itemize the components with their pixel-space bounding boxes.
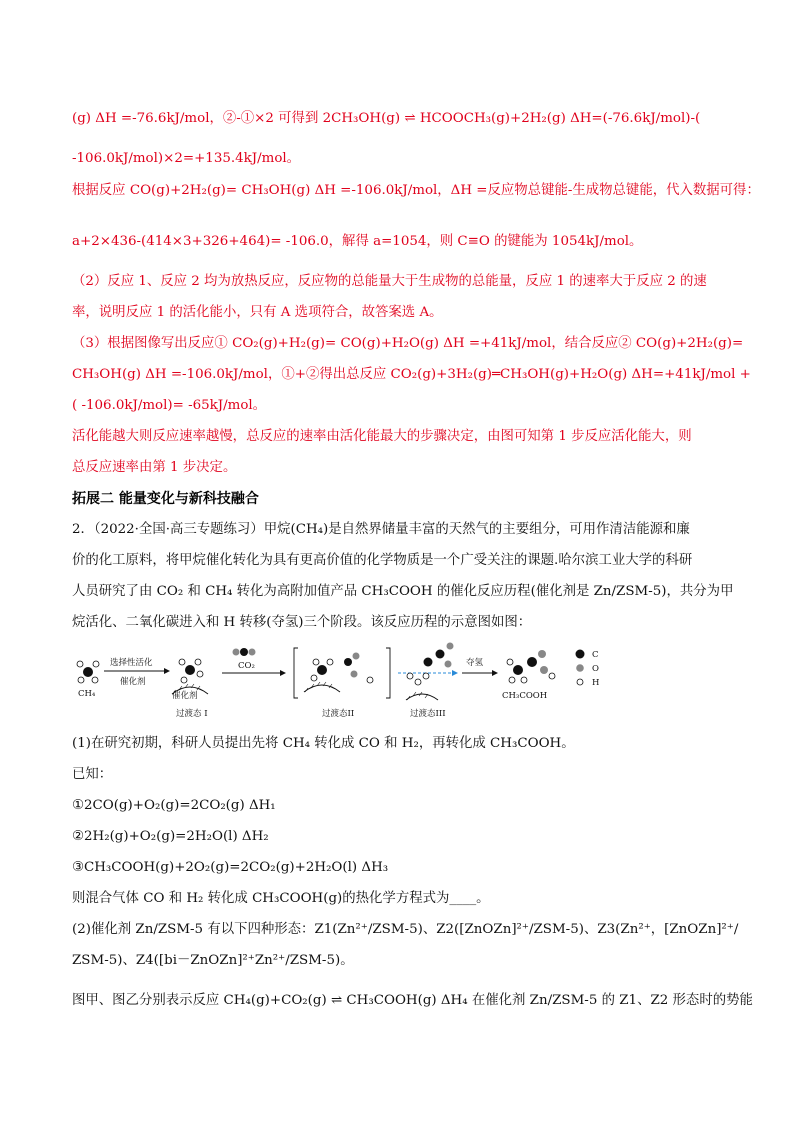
text-line-3: 根据反应 CO(g)+2H₂(g)= CH₃OH(g) ΔH =-106.0kJ/mol，ΔH =反应物总键能-生成物总键能，代入数据可得： bbox=[72, 183, 760, 198]
text-line-15: 人员研究了由 CO₂ 和 CH₄ 转化为高附加值产品 CH₃COOH 的催化反应历程(催化剂是 Zn/ZSM-5)，共分为甲 bbox=[72, 584, 734, 599]
text-line-17: (1)在研究初期，科研人员提出先将 CH₄ 转化成 CO 和 H₂，再转化成 CH₃COOH。 bbox=[72, 736, 575, 751]
arrow-3-head bbox=[492, 670, 498, 676]
ts1-label: 过渡态 I bbox=[176, 709, 208, 719]
bracket-left bbox=[294, 648, 298, 698]
catalyst-label-2: 催化剂 bbox=[172, 691, 198, 701]
text-line-18: 已知： bbox=[72, 767, 113, 782]
text-line-8: CH₃OH(g) ΔH =-106.0kJ/mol，①+②得出总反应 CO₂(g)+3H₂(g)═CH₃OH(g)+H₂O(g) ΔH=+41kJ/mol + bbox=[72, 367, 751, 382]
text-line-9: ( -106.0kJ/mol)= -65kJ/mol。 bbox=[72, 398, 267, 413]
dehydro-label: 夺氢 bbox=[466, 658, 484, 668]
legend-c-marker bbox=[576, 650, 585, 659]
transition-state-1-molecule bbox=[172, 659, 208, 694]
text-line-2: -106.0kJ/mol)×2=+135.4kJ/mol。 bbox=[72, 151, 301, 166]
legend-c: C bbox=[592, 650, 599, 660]
text-line-5: （2）反应 1、反应 2 均为放热反应，反应物的总能量大于生成物的总能量，反应 1 的速率大于反应 2 的速 bbox=[72, 274, 707, 289]
text-line-19: ①2CO(g)+O₂(g)=2CO₂(g) ΔH₁ bbox=[72, 798, 276, 813]
text-line-6: 率，说明反应 1 的活化能小，只有 A 选项符合，故答案选 A。 bbox=[72, 305, 443, 320]
arrow-1-head bbox=[164, 668, 170, 674]
text-line-22: 则混合气体 CO 和 H₂ 转化成 CH₃COOH(g)的热化学方程式为____。 bbox=[72, 891, 490, 906]
text-line-11: 总反应速率由第 1 步决定。 bbox=[72, 460, 237, 475]
catalyst-label-1: 催化剂 bbox=[120, 677, 146, 687]
transition-state-2-molecule bbox=[304, 653, 373, 693]
ts2-label: 过渡态II bbox=[322, 709, 355, 719]
transition-state-3-molecule bbox=[406, 643, 454, 701]
legend-o-marker bbox=[576, 664, 584, 672]
text-line-16: 烷活化、二氧化碳进入和 H 转移(夺氢)三个阶段。该反应历程的示意图如图： bbox=[72, 615, 532, 630]
text-line-14: 价的化工原料，将甲烷催化转化为具有更高价值的化学物质是一个广受关注的课题.哈尔滨工业大学的科研 bbox=[72, 553, 693, 568]
reaction-pathway-diagram bbox=[72, 640, 632, 722]
product-label: CH₃COOH bbox=[502, 691, 548, 701]
section-heading: 拓展二 能量变化与新科技融合 bbox=[72, 491, 259, 507]
text-line-10: 活化能越大则反应速率越慢，总反应的速率由活化能最大的步骤决定，由图可知第 1 步反应活化能大，则 bbox=[72, 429, 692, 444]
ts3-label: 过渡态III bbox=[410, 709, 446, 719]
ch4-label: CH₄ bbox=[78, 689, 96, 699]
co2-molecule bbox=[233, 648, 256, 656]
text-line-13: 2．（2022·全国·高三专题练习）甲烷(CH₄)是自然界储量丰富的天然气的主要组分，可用作清洁能源和廉 bbox=[72, 522, 690, 537]
ch4-molecule bbox=[77, 661, 99, 683]
arrow-2-head bbox=[280, 670, 286, 676]
step1-label: 选择性活化 bbox=[110, 658, 153, 668]
text-line-21: ③CH₃COOH(g)+2O₂(g)=2CO₂(g)+2H₂O(l) ΔH₃ bbox=[72, 860, 389, 875]
text-line-7: （3）根据图像写出反应① CO₂(g)+H₂(g)= CO(g)+H₂O(g) ΔH =+41kJ/mol，结合反应② CO(g)+2H₂(g)= bbox=[72, 336, 744, 351]
dashed-arrow-head bbox=[452, 670, 458, 676]
bracket-right bbox=[386, 648, 390, 698]
ch3cooh-molecule bbox=[507, 650, 555, 683]
legend-h: H bbox=[592, 678, 600, 688]
text-line-20: ②2H₂(g)+O₂(g)=2H₂O(l) ΔH₂ bbox=[72, 829, 269, 844]
text-line-4: a+2×436-(414×3+326+464)= -106.0，解得 a=1054，则 C≡O 的键能为 1054kJ/mol。 bbox=[72, 234, 643, 249]
text-line-24: ZSM-5)、Z4([bi－ZnOZn]²⁺Zn²⁺/ZSM-5)。 bbox=[72, 953, 354, 968]
legend-h-marker bbox=[577, 679, 583, 685]
text-line-25: 图甲、图乙分别表示反应 CH₄(g)+CO₂(g) ⇌ CH₃COOH(g) ΔH₄ 在催化剂 Zn/ZSM-5 的 Z1、Z2 形态时的势能 bbox=[72, 993, 753, 1008]
legend-o: O bbox=[592, 664, 599, 674]
text-line-1: (g) ΔH =-76.6kJ/mol，②-①×2 可得到 2CH₃OH(g) ⇌ HCOOCH₃(g)+2H₂(g) ΔH=(-76.6kJ/mol)-( bbox=[72, 111, 701, 126]
legend bbox=[576, 650, 600, 689]
co2-label: CO₂ bbox=[238, 661, 255, 671]
text-line-23: (2)催化剂 Zn/ZSM-5 有以下四种形态：Z1(Zn²⁺/ZSM-5)、Z2([ZnOZn]²⁺/ZSM-5)、Z3(Zn²⁺，[ZnOZn]²⁺/ bbox=[72, 922, 739, 937]
